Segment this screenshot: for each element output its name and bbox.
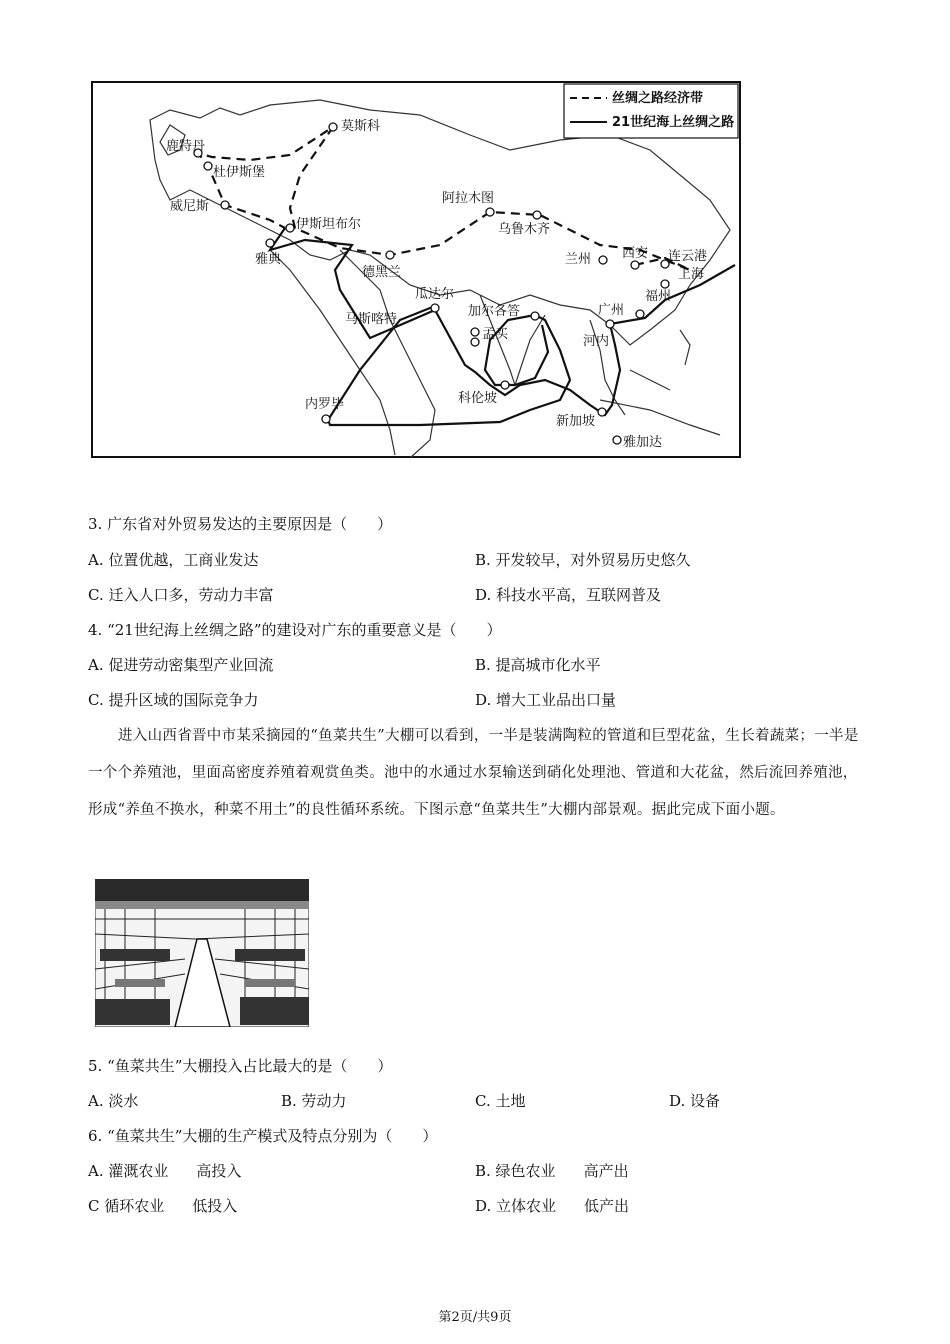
- q6-option-a[interactable]: [88, 1161, 241, 1181]
- q3-option-a[interactable]: A. 位置优越，工商业发达: [88, 551, 259, 569]
- q5-option-b[interactable]: B. 劳动力: [281, 1092, 347, 1110]
- label-venice: 威尼斯: [170, 199, 210, 214]
- q6-option-b[interactable]: [475, 1161, 629, 1181]
- label-duisburg: 杜伊斯堡: [213, 165, 266, 180]
- label-moscow: 莫斯科: [341, 119, 381, 134]
- q6-option-c[interactable]: [88, 1196, 237, 1216]
- q5-option-d[interactable]: D. 设备: [669, 1092, 721, 1110]
- silk-road-map: [90, 80, 742, 460]
- label-istanbul: 伊斯坦布尔: [296, 217, 362, 232]
- q4-option-c[interactable]: C. 提升区域的国际竞争力: [88, 691, 259, 709]
- label-fuzhou: 福州: [645, 289, 672, 304]
- q4-option-d[interactable]: D. 增大工业品出口量: [475, 691, 617, 709]
- q6-option-b-feature: 高产出: [583, 1162, 629, 1180]
- label-kolkata: 加尔各答: [468, 304, 521, 319]
- label-tehran: 德黑兰: [362, 265, 402, 280]
- reading-passage: 进入山西省晋中市某采摘园的“鱼菜共生”大棚可以看到，一半是装满陶粒的管道和巨型花盆，生长着蔬菜；一半是一个个养殖池，里面高密度养殖着观赏鱼类。池中的水通过水泵输送到硝化处理池、管道和大花盆，然后流回养殖池，形成“养鱼不换水，种菜不用土”的良性循环系统。下图示意“鱼菜共生”大棚内部景观。据此完成下面小题。: [88, 728, 859, 818]
- greenhouse-photo: [95, 879, 309, 1027]
- q5-option-a[interactable]: A. 淡水: [88, 1092, 139, 1110]
- label-lianyungang: 连云港: [668, 249, 708, 264]
- q4-option-b[interactable]: B. 提高城市化水平: [475, 656, 601, 674]
- q5-option-c[interactable]: C. 土地: [475, 1092, 526, 1110]
- label-rotterdam: 鹿特丹: [166, 139, 206, 154]
- label-shanghai: 上海: [678, 267, 705, 282]
- label-muscat: 马斯喀特: [345, 312, 398, 327]
- label-athens: 雅典: [255, 252, 282, 267]
- label-lanzhou: 兰州: [565, 252, 592, 267]
- label-mumbai: 孟买: [482, 327, 509, 342]
- q6-option-d-feature: 低产出: [584, 1197, 630, 1215]
- label-urumqi: 乌鲁木齐: [498, 222, 551, 237]
- q6-option-d[interactable]: [475, 1196, 629, 1216]
- q4-option-a[interactable]: A. 促进劳动密集型产业回流: [88, 656, 274, 674]
- label-xian: 西安: [622, 246, 649, 261]
- label-jakarta: 雅加达: [623, 435, 663, 450]
- q6-option-b-mode: B. 绿色农业: [475, 1162, 556, 1180]
- q4-stem: 4. “21世纪海上丝绸之路”的建设对广东的重要意义是（ ）: [88, 621, 502, 639]
- q6-option-c-mode: C 循环农业: [88, 1197, 165, 1215]
- legend-maritime-road: 21世纪海上丝绸之路: [612, 115, 735, 130]
- q6-option-a-feature: 高投入: [196, 1162, 242, 1180]
- legend-economic-belt: 丝绸之路经济带: [612, 91, 704, 106]
- label-almaty: 阿拉木图: [442, 191, 495, 206]
- page-number: 第2页/共9页: [438, 1310, 512, 1325]
- label-singapore: 新加坡: [556, 414, 596, 429]
- label-guangzhou: 广州: [598, 303, 625, 318]
- label-nairobi: 内罗毕: [305, 397, 345, 412]
- q3-stem: 3. 广东省对外贸易发达的主要原因是（ ）: [88, 515, 393, 533]
- q3-option-b[interactable]: B. 开发较早，对外贸易历史悠久: [475, 551, 691, 569]
- q6-option-a-mode: A. 灌溉农业: [88, 1162, 169, 1180]
- label-colombo: 科伦坡: [458, 391, 498, 406]
- label-gwadar: 瓜达尔: [415, 287, 455, 302]
- q6-option-c-feature: 低投入: [192, 1197, 238, 1215]
- label-hanoi: 河内: [583, 334, 610, 349]
- q6-stem: 6. “鱼菜共生”大棚的生产模式及特点分别为（ ）: [88, 1127, 438, 1145]
- q3-option-c[interactable]: C. 迁入人口多，劳动力丰富: [88, 586, 274, 604]
- map-legend: [564, 84, 738, 138]
- q3-option-d[interactable]: D. 科技水平高，互联网普及: [475, 586, 662, 604]
- q6-option-d-mode: D. 立体农业: [475, 1197, 557, 1215]
- q5-stem: 5. “鱼菜共生”大棚投入占比最大的是（ ）: [88, 1057, 393, 1075]
